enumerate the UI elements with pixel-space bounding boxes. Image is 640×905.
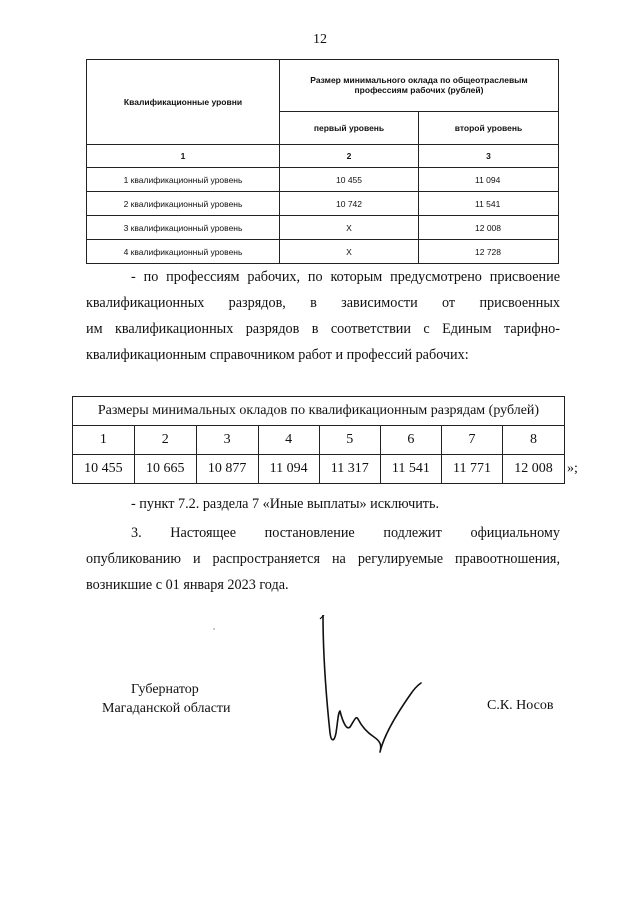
first-level-value: 10 742 xyxy=(280,192,419,216)
grade-number: 2 xyxy=(134,426,196,455)
header-levels: Квалификационные уровни xyxy=(87,60,280,145)
handwritten-signature xyxy=(318,615,428,755)
second-level-value: 11 094 xyxy=(419,168,559,192)
grade-value: 10 665 xyxy=(134,455,196,484)
table-row xyxy=(87,192,559,216)
closing-quote: »; xyxy=(567,461,578,476)
salary-levels-table xyxy=(86,59,559,264)
paragraph-line: квалификационным справочником работ и профессий рабочих: xyxy=(86,347,469,363)
grades-table-title: Размеры минимальных окладов по квалификационным разрядам (рублей) xyxy=(73,397,565,426)
grade-number: 5 xyxy=(319,426,380,455)
level-cell: 3 квалификационный уровень xyxy=(87,216,280,240)
page-number: 12 xyxy=(313,32,327,47)
header-second-level: второй уровень xyxy=(419,111,559,144)
first-level-value: Х xyxy=(280,240,419,264)
grade-number: 6 xyxy=(380,426,441,455)
second-level-value: 12 008 xyxy=(419,216,559,240)
table-row xyxy=(87,240,559,264)
grade-value: 10 877 xyxy=(196,455,258,484)
col-number-1: 1 xyxy=(87,145,280,168)
grade-number: 1 xyxy=(73,426,135,455)
paragraph-exclude: - пункт 7.2. раздела 7 «Иные выплаты» исключить. xyxy=(131,496,440,512)
paragraph-professions xyxy=(86,264,560,368)
col-number-3: 3 xyxy=(419,145,559,168)
first-level-value: Х xyxy=(280,216,419,240)
first-level-value: 10 455 xyxy=(280,168,419,192)
grade-number: 8 xyxy=(503,426,565,455)
level-cell: 4 квалификационный уровень xyxy=(87,240,280,264)
grade-value: 10 455 xyxy=(73,455,135,484)
level-cell: 2 квалификационный уровень xyxy=(87,192,280,216)
paragraph-effective-date xyxy=(86,520,560,598)
grades-table xyxy=(72,396,565,484)
paragraph-line: 3. Настоящее постановление подлежит официальному xyxy=(131,525,560,541)
grade-number: 4 xyxy=(258,426,319,455)
header-first-level: первый уровень xyxy=(280,111,419,144)
grade-value: 11 094 xyxy=(258,455,319,484)
paragraph-line: квалификационных разрядов, в зависимости от присвоенных xyxy=(86,295,560,311)
signatory-title-line1: Губернатор xyxy=(131,682,199,697)
second-level-value: 12 728 xyxy=(419,240,559,264)
signatory-title-line2: Магаданской области xyxy=(102,701,231,716)
paragraph-line: - по профессиям рабочих, по которым предусмотрено присвоение xyxy=(131,269,560,285)
scan-speck xyxy=(213,628,215,630)
signatory-name: С.К. Носов xyxy=(487,698,554,713)
grade-number: 3 xyxy=(196,426,258,455)
grade-value: 11 541 xyxy=(380,455,441,484)
grade-number: 7 xyxy=(441,426,502,455)
level-cell: 1 квалификационный уровень xyxy=(87,168,280,192)
table-row xyxy=(87,168,559,192)
header-salary: Размер минимального оклада по общеотраслевым профессиям рабочих (рублей) xyxy=(280,60,559,112)
paragraph-line: опубликованию и распространяется на регулируемые правоотношения, xyxy=(86,551,560,567)
paragraph-line: им квалификационных разрядов в соответствии с Единым тарифно- xyxy=(86,321,560,337)
paragraph-line: возникшие с 01 января 2023 года. xyxy=(86,577,289,593)
grade-value: 12 008 xyxy=(503,455,565,484)
col-number-2: 2 xyxy=(280,145,419,168)
second-level-value: 11 541 xyxy=(419,192,559,216)
table-row xyxy=(87,216,559,240)
grade-value: 11 317 xyxy=(319,455,380,484)
grade-value: 11 771 xyxy=(441,455,502,484)
